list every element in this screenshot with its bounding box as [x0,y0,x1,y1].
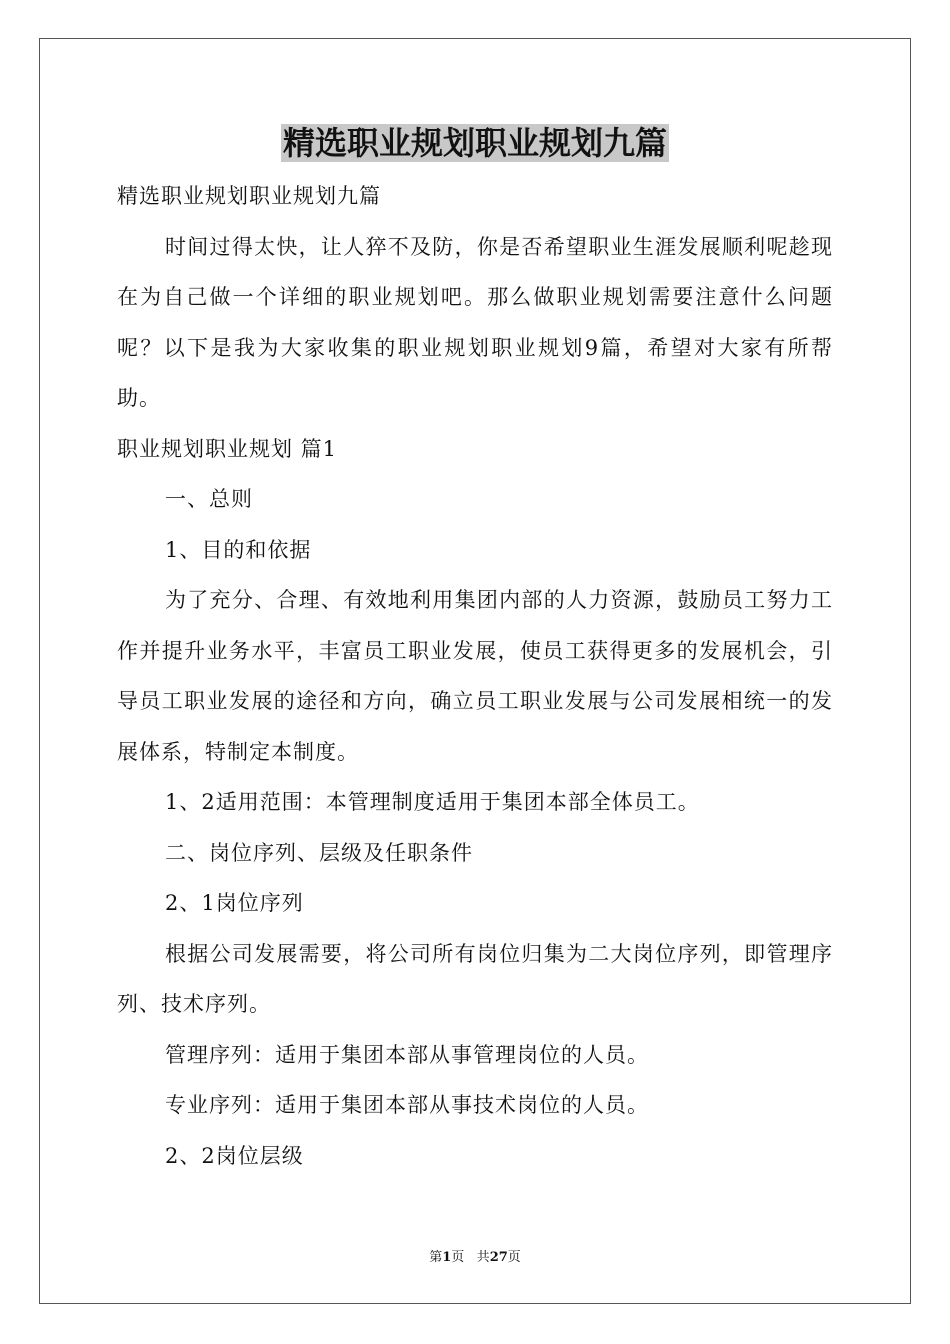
paragraph: 专业序列：适用于集团本部从事技术岗位的人员。 [165,1093,649,1118]
document-body [117,120,833,1181]
paragraph-intro: 时间过得太快，让人猝不及防，你是否希望职业生涯发展顺利呢趁现在为自己做一个详细的职业规划吧。那么做职业规划需要注意什么问题呢？以下是我为大家收集的职业规划职业规划9篇，希望对大家有所帮助。 [117,234,833,411]
paragraph: 根据公司发展需要，将公司所有岗位归集为二大岗位序列，即管理序列、技术序列。 [117,941,833,1017]
paragraph: 二、岗位序列、层级及任职条件 [165,840,473,865]
paragraph: 2、1岗位序列 [165,891,304,916]
document-title [117,126,833,161]
paragraph-subtitle: 精选职业规划职业规划九篇 [117,184,381,209]
footer-page-number: 1 [442,1250,452,1265]
footer-prefix: 第 [429,1250,443,1265]
paragraph: 1、目的和依据 [165,537,312,562]
paragraph: 2、2岗位层级 [165,1143,304,1168]
footer-page-suffix: 页 [451,1250,465,1265]
paragraph: 一、总则 [165,487,253,512]
footer-total-prefix: 共 [476,1250,490,1265]
paragraph: 1、2适用范围：本管理制度适用于集团本部全体员工。 [165,790,700,815]
section-heading: 职业规划职业规划 篇1 [117,436,338,461]
paragraph: 管理序列：适用于集团本部从事管理岗位的人员。 [165,1042,649,1067]
document-title-text: 精选职业规划职业规划九篇 [282,124,667,162]
paragraph: 为了充分、合理、有效地利用集团内部的人力资源，鼓励员工努力工作并提升业务水平，丰富员工职业发展，使员工获得更多的发展机会，引导员工职业发展的途径和方向，确立员工职业发展与公司发展相统一的发展体系，特制定本制度。 [117,588,833,764]
footer-total-suffix: 页 [507,1250,521,1265]
footer-total-pages: 27 [489,1250,508,1265]
page-footer [0,1246,950,1265]
